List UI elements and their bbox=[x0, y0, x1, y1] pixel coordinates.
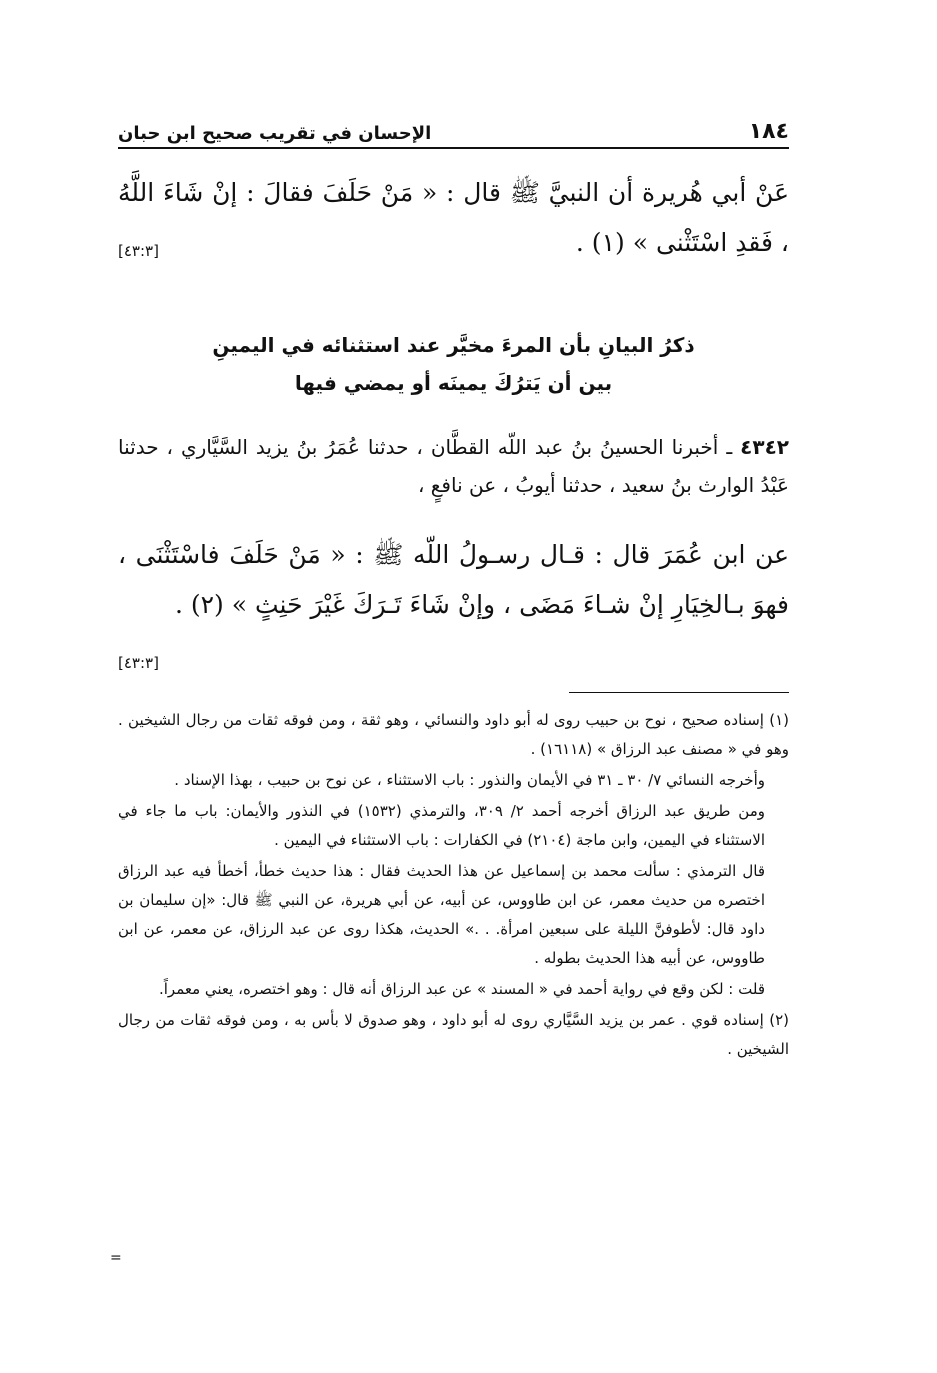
footnote-text: قلت : لكن وقع في رواية أحمد في « المسند » عن عبد الرزاق أنه قال : وهو اختصره، يعني معمراً. bbox=[158, 980, 765, 998]
section-heading-line-1: ذكرُ البيانِ بأن المرءَ مخيَّر عند استثنائه في اليمينِ bbox=[212, 333, 695, 357]
footnote-text: وأخرجه النسائي ٧/ ٣٠ ـ ٣١ في الأيمان والنذور : باب الاستثناء ، عن نوح بن حبيب ، بهذا الإسناد . bbox=[174, 771, 765, 789]
hadith-2-isnad bbox=[118, 428, 789, 504]
hadith-1-text: عَنْ أبي هُريرة أن النبيَّ ﷺ قال : « مَنْ حَلَفَ فقالَ : إنْ شَاءَ اللَّهُ ، فَقدِ اسْتَثْنى » (١) . bbox=[118, 178, 789, 257]
footnote-paragraph bbox=[118, 857, 789, 973]
hadith-1 bbox=[118, 168, 789, 268]
footnote-text: ومن طريق عبد الرزاق أخرجه أحمد ٢/ ٣٠٩، والترمذي (١٥٣٢) في النذور والأيمان: باب ما جاء في الاستثناء في اليمين، وابن ماجة (٢١٠٤) في الكفارات : باب الاستثناء في اليمين . bbox=[118, 802, 766, 849]
footnote-paragraph bbox=[118, 797, 789, 855]
footnote-rule bbox=[569, 692, 789, 693]
footnote-text: إسناده صحيح ، نوح بن حبيب روى له أبو داود والنسائي ، وهو ثقة ، ومن فوقه ثقات من رجال الشيخين . وهو في « مصنف عبد الرزاق » (١٦١١٨) . bbox=[118, 711, 789, 758]
footnote-label: (١) bbox=[769, 711, 789, 729]
page-number: ١٨٤ bbox=[748, 119, 789, 144]
footnote-2 bbox=[118, 1006, 789, 1064]
footnote-1 bbox=[118, 706, 789, 764]
footnote-paragraph bbox=[118, 975, 789, 1004]
continuation-mark: = bbox=[110, 1250, 122, 1266]
matn-text: عن ابن عُمَرَ قال : قـال رسـولُ اللّه ﷺ : « مَنْ حَلَفَ فاسْتَثْنَى ، فهوَ بـالخِيَارِ إنْ شـاءَ مَضَى ، وإنْ شَاءَ تَـرَكَ غَيْرَ حَنِثٍ » (٢) . bbox=[118, 540, 789, 619]
footnote-label: (٢) bbox=[769, 1011, 789, 1029]
hadith-2-reference: [٤٣:٣] bbox=[118, 654, 159, 672]
hadith-number: ٤٣٤٢ bbox=[740, 435, 789, 459]
hadith-1-reference: [٤٣:٣] bbox=[118, 242, 159, 260]
footnotes bbox=[118, 706, 789, 1066]
section-heading-line-2: بين أن يَترُكَ يمينَه أو يمضي فيها bbox=[294, 371, 613, 395]
running-title: الإحسان في تقريب صحيح ابن حبان bbox=[118, 123, 432, 144]
section-heading bbox=[118, 326, 789, 402]
footnote-paragraph bbox=[118, 766, 789, 795]
footnote-text: إسناده قوي . عمر بن يزيد السَّيَّاري روى له أبو داود ، وهو صدوق لا بأس به ، ومن فوقه ثقات من رجال الشيخين . bbox=[118, 1011, 789, 1058]
header-rule bbox=[118, 147, 789, 149]
footnote-text: قال الترمذي : سألت محمد بن إسماعيل عن هذا الحديث فقال : هذا حديث خطأ، أخطأ فيه عبد الرزاق اختصره من حديث معمر، عن ابن طاووس، عن أبيه، عن أبي هريرة، عن النبي ﷺ قال: «إن سليمان بن داود قال: لأطوفنَّ الليلة على سبعين امرأة. . .» الحديث، هكذا روى عن عبد الرزاق، عن معمر، عن ابن طاووس، عن أبيه هذا الحديث بطوله . bbox=[118, 862, 765, 967]
isnad-text: ـ أخبرنا الحسينُ بنُ عبد اللّه القطَّان ، حدثنا عُمَرُ بنُ يزيد السَّيَّاري ، حدثنا عَبْدُ الوارث بنُ سعيد ، حدثنا أيوبُ ، عن نافعٍ ، bbox=[118, 435, 789, 497]
hadith-2-matn bbox=[118, 530, 789, 672]
page-header bbox=[118, 110, 789, 144]
